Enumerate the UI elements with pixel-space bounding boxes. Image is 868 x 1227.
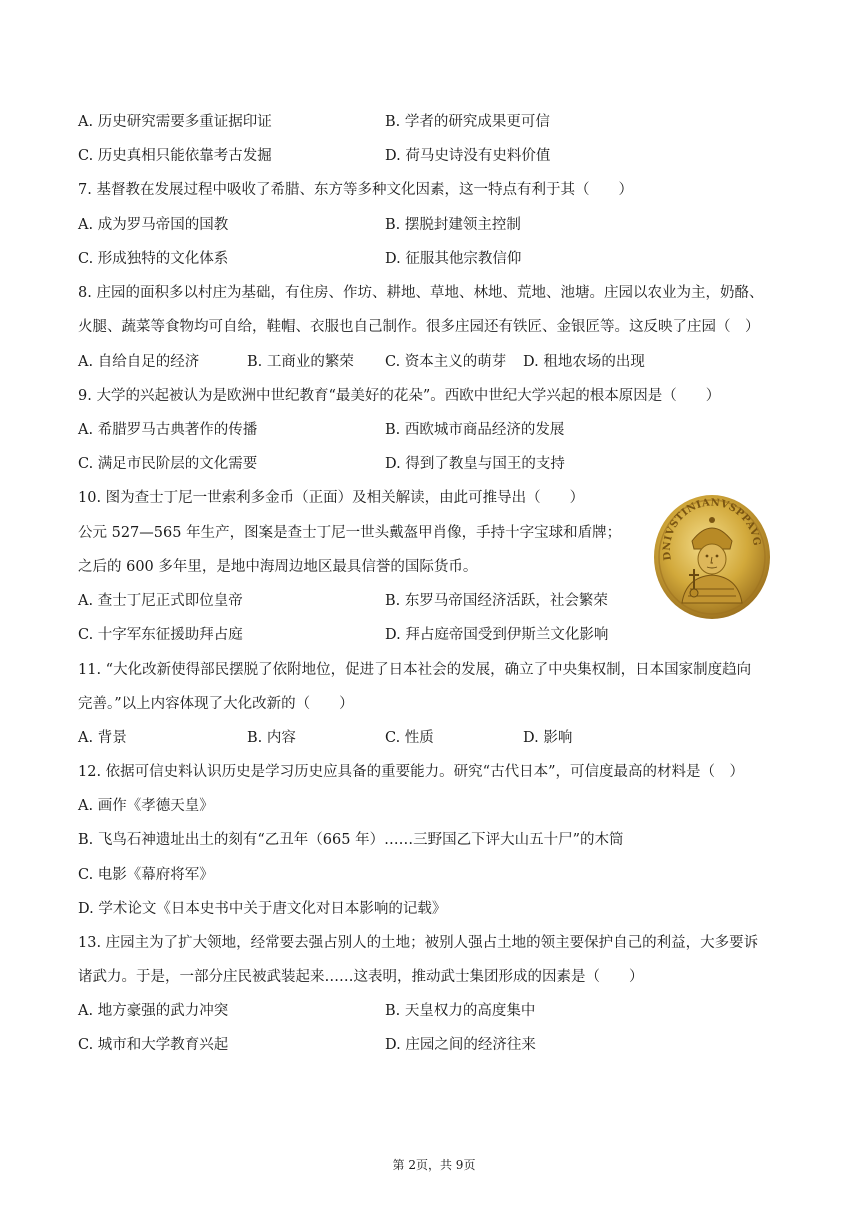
q12-stem: 12. 依据可信史料认识历史是学习历史应具备的重要能力。研究“古代日本”，可信度最高的材料是（ ） — [78, 764, 744, 780]
q8-option-a: A. 自给自足的经济 — [78, 354, 200, 370]
q7-option-c: C. 形成独特的文化体系 — [78, 251, 229, 267]
q11-stem-line-2: 完善。”以上内容体现了大化改新的（ ） — [78, 696, 354, 712]
q11-option-b: B. 内容 — [247, 730, 296, 746]
q10-option-d: D. 拜占庭帝国受到伊斯兰文化影响 — [385, 627, 609, 643]
coin-legend: DNIVSTINIANVSPPAVG — [661, 497, 763, 561]
q9-stem: 9. 大学的兴起被认为是欧洲中世纪教育“最美好的花朵”。西欧中世纪大学兴起的根本原因是（ ） — [78, 388, 721, 404]
q8-stem-line-1: 8. 庄园的面积多以村庄为基础，有住房、作坊、耕地、草地、林地、荒地、池塘。庄园以农业为主，奶酪、 — [78, 285, 764, 301]
q7-stem: 7. 基督教在发展过程中吸收了希腊、东方等多种文化因素，这一特点有利于其（ ） — [78, 182, 633, 198]
q11-option-c: C. 性质 — [385, 730, 434, 746]
q9-option-b: B. 西欧城市商品经济的发展 — [385, 422, 565, 438]
q6-option-d: D. 荷马史诗没有史料价值 — [385, 148, 551, 164]
q11-option-a: A. 背景 — [78, 730, 127, 746]
q13-stem-line-2: 诸武力。于是，一部分庄民被武装起来……这表明，推动武士集团形成的因素是（ ） — [78, 969, 644, 985]
q13-option-b: B. 天皇权力的高度集中 — [385, 1003, 536, 1019]
q12-option-c: C. 电影《幕府将军》 — [78, 867, 214, 883]
q10-stem: 10. 图为查士丁尼一世索利多金币（正面）及相关解读，由此可推导出（ ） — [78, 490, 585, 506]
q7-option-a: A. 成为罗马帝国的国教 — [78, 217, 229, 233]
coin-globe — [690, 589, 698, 597]
q12-option-a: A. 画作《孝德天皇》 — [78, 798, 214, 814]
q9-option-c: C. 满足市民阶层的文化需要 — [78, 456, 258, 472]
q10-material-line-1: 公元 527—565 年生产，图案是查士丁尼一世头戴盔甲肖像，手持十字宝球和盾牌； — [78, 525, 622, 541]
q9-option-a: A. 希腊罗马古典著作的传播 — [78, 422, 258, 438]
q6-option-b: B. 学者的研究成果更可信 — [385, 114, 550, 130]
q6-option-c: C. 历史真相只能依靠考古发掘 — [78, 148, 272, 164]
q7-option-d: D. 征服其他宗教信仰 — [385, 251, 522, 267]
q8-option-d: D. 租地农场的出现 — [523, 354, 645, 370]
q12-option-b: B. 飞鸟石神遗址出土的刻有“乙丑年（665 年）……三野国乙下评大山五十尸”的木筒 — [78, 832, 624, 848]
q12-option-d: D. 学术论文《日本史书中关于唐文化对日本影响的记载》 — [78, 901, 447, 917]
solidus-coin-image — [652, 493, 772, 621]
q13-option-d: D. 庄园之间的经济往来 — [385, 1037, 536, 1053]
q8-option-b: B. 工商业的繁荣 — [247, 354, 354, 370]
q13-option-a: A. 地方豪强的武力冲突 — [78, 1003, 229, 1019]
q10-material-line-2: 之后的 600 多年里，是地中海周边地区最具信誉的国际货币。 — [78, 559, 478, 575]
q9-option-d: D. 得到了教皇与国王的支持 — [385, 456, 565, 472]
q10-option-b: B. 东罗马帝国经济活跃，社会繁荣 — [385, 593, 608, 609]
q7-option-b: B. 摆脱封建领主控制 — [385, 217, 521, 233]
q13-option-c: C. 城市和大学教育兴起 — [78, 1037, 229, 1053]
q6-option-a: A. 历史研究需要多重证据印证 — [78, 114, 272, 130]
q8-option-c: C. 资本主义的萌芽 — [385, 354, 507, 370]
page-footer: 第 2页，共 9页 — [392, 1158, 476, 1172]
q10-option-c: C. 十字军东征援助拜占庭 — [78, 627, 243, 643]
q10-option-a: A. 查士丁尼正式即位皇帝 — [78, 593, 243, 609]
q11-option-d: D. 影响 — [523, 730, 573, 746]
q13-stem-line-1: 13. 庄园主为了扩大领地，经常要去强占别人的土地；被别人强占土地的领主要保护自己的利益，大多要诉 — [78, 935, 759, 951]
q8-stem-line-2: 火腿、蔬菜等食物均可自给，鞋帽、衣服也自己制作。很多庄园还有铁匠、金银匠等。这反映了庄园（ ） — [78, 319, 760, 335]
q11-stem-line-1: 11. “大化改新使得部民摆脱了依附地位，促进了日本社会的发展，确立了中央集权制，日本国家制度趋向 — [78, 662, 752, 678]
